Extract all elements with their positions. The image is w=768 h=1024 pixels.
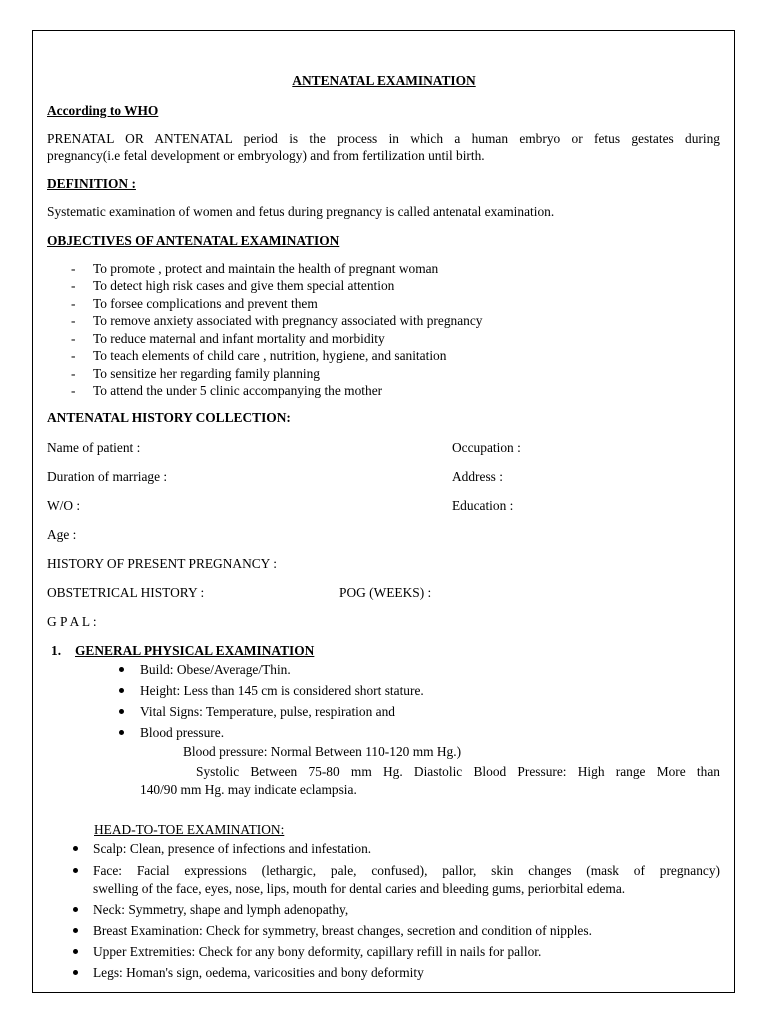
bullet-icon <box>119 730 124 735</box>
systolic-line-1: Systolic Between 75-80 mm Hg. Diastolic Blood Pressure: High range More than <box>196 764 720 779</box>
document-title: ANTENATAL EXAMINATION <box>292 73 476 88</box>
definition-heading: DEFINITION : <box>47 176 136 191</box>
legs-item: Legs: Homan's sign, oedema, varicosities and bony deformity <box>93 965 424 980</box>
gpe-heading: GENERAL PHYSICAL EXAMINATION <box>75 643 315 658</box>
list-dash: - <box>71 313 76 328</box>
obstetrical-history-field: OBSTETRICAL HISTORY : <box>47 585 205 600</box>
gpe-item: Vital Signs: Temperature, pulse, respiration and <box>140 704 395 719</box>
name-of-patient-field: Name of patient : <box>47 440 141 455</box>
bullet-icon <box>119 709 124 714</box>
objectives-heading: OBJECTIVES OF ANTENATAL EXAMINATION <box>47 233 340 248</box>
objective-item: To promote , protect and maintain the health of pregnant woman <box>93 261 439 276</box>
gpe-item: Height: Less than 145 cm is considered short stature. <box>140 683 424 698</box>
education-field: Education : <box>452 498 514 513</box>
objective-item: To forsee complications and prevent them <box>93 296 318 311</box>
objective-item: To reduce maternal and infant mortality and morbidity <box>93 331 385 346</box>
bullet-icon <box>119 688 124 693</box>
systolic-line-2: 140/90 mm Hg. may indicate eclampsia. <box>140 782 357 797</box>
bullet-icon <box>73 868 78 873</box>
bullet-icon <box>73 846 78 851</box>
bp-normal-line: Blood pressure: Normal Between 110-120 mm Hg.) <box>183 744 462 759</box>
objective-item: To detect high risk cases and give them special attention <box>93 278 395 293</box>
bullet-icon <box>73 949 78 954</box>
objective-item: To attend the under 5 clinic accompanying the mother <box>93 383 383 398</box>
upper-extremities-item: Upper Extremities: Check for any bony deformity, capillary refill in nails for pallor. <box>93 944 542 959</box>
list-dash: - <box>71 331 76 346</box>
head-to-toe-heading: HEAD-TO-TOE EXAMINATION: <box>94 822 285 837</box>
list-dash: - <box>71 278 76 293</box>
wo-field: W/O : <box>47 498 81 513</box>
face-item-line-2: swelling of the face, eyes, nose, lips, mouth for dental caries and bleeding gums, periorbital edema. <box>93 881 626 896</box>
definition-text: Systematic examination of women and fetus during pregnancy is called antenatal examination. <box>47 204 555 219</box>
list-dash: - <box>71 348 76 363</box>
gpal-field: G P A L : <box>47 614 97 629</box>
bullet-icon <box>73 907 78 912</box>
gpe-item: Blood pressure. <box>140 725 225 740</box>
duration-of-marriage-field: Duration of marriage : <box>47 469 168 484</box>
face-item-line-1: Face: Facial expressions (lethargic, pale, confused), pallor, skin changes (mask of pregnancy) <box>93 863 720 878</box>
intro-line-1: PRENATAL OR ANTENATAL period is the process in which a human embryo or fetus gestates during <box>47 131 720 146</box>
list-dash: - <box>71 383 76 398</box>
objective-item: To sensitize her regarding family planning <box>93 366 321 381</box>
neck-item: Neck: Symmetry, shape and lymph adenopathy, <box>93 902 349 917</box>
history-heading: ANTENATAL HISTORY COLLECTION: <box>47 410 291 425</box>
list-dash: - <box>71 261 76 276</box>
gpe-item: Build: Obese/Average/Thin. <box>140 662 291 677</box>
list-dash: - <box>71 366 76 381</box>
intro-line-2: pregnancy(i.e fetal development or embryology) and from fertilization until birth. <box>47 148 485 163</box>
objective-item: To teach elements of child care , nutrition, hygiene, and sanitation <box>93 348 447 363</box>
list-dash: - <box>71 296 76 311</box>
gpe-number: 1. <box>51 643 62 658</box>
present-pregnancy-field: HISTORY OF PRESENT PREGNANCY : <box>47 556 277 571</box>
scalp-item: Scalp: Clean, presence of infections and infestation. <box>93 841 372 856</box>
objective-item: To remove anxiety associated with pregnancy associated with pregnancy <box>93 313 483 328</box>
address-field: Address : <box>452 469 503 484</box>
occupation-field: Occupation : <box>452 440 521 455</box>
bullet-icon <box>119 667 124 672</box>
according-heading: According to WHO <box>47 103 159 118</box>
age-field: Age : <box>47 527 77 542</box>
bullet-icon <box>73 928 78 933</box>
breast-item: Breast Examination: Check for symmetry, breast changes, secretion and condition of nipples. <box>93 923 592 938</box>
bullet-icon <box>73 970 78 975</box>
pog-weeks-field: POG (WEEKS) : <box>339 585 432 600</box>
